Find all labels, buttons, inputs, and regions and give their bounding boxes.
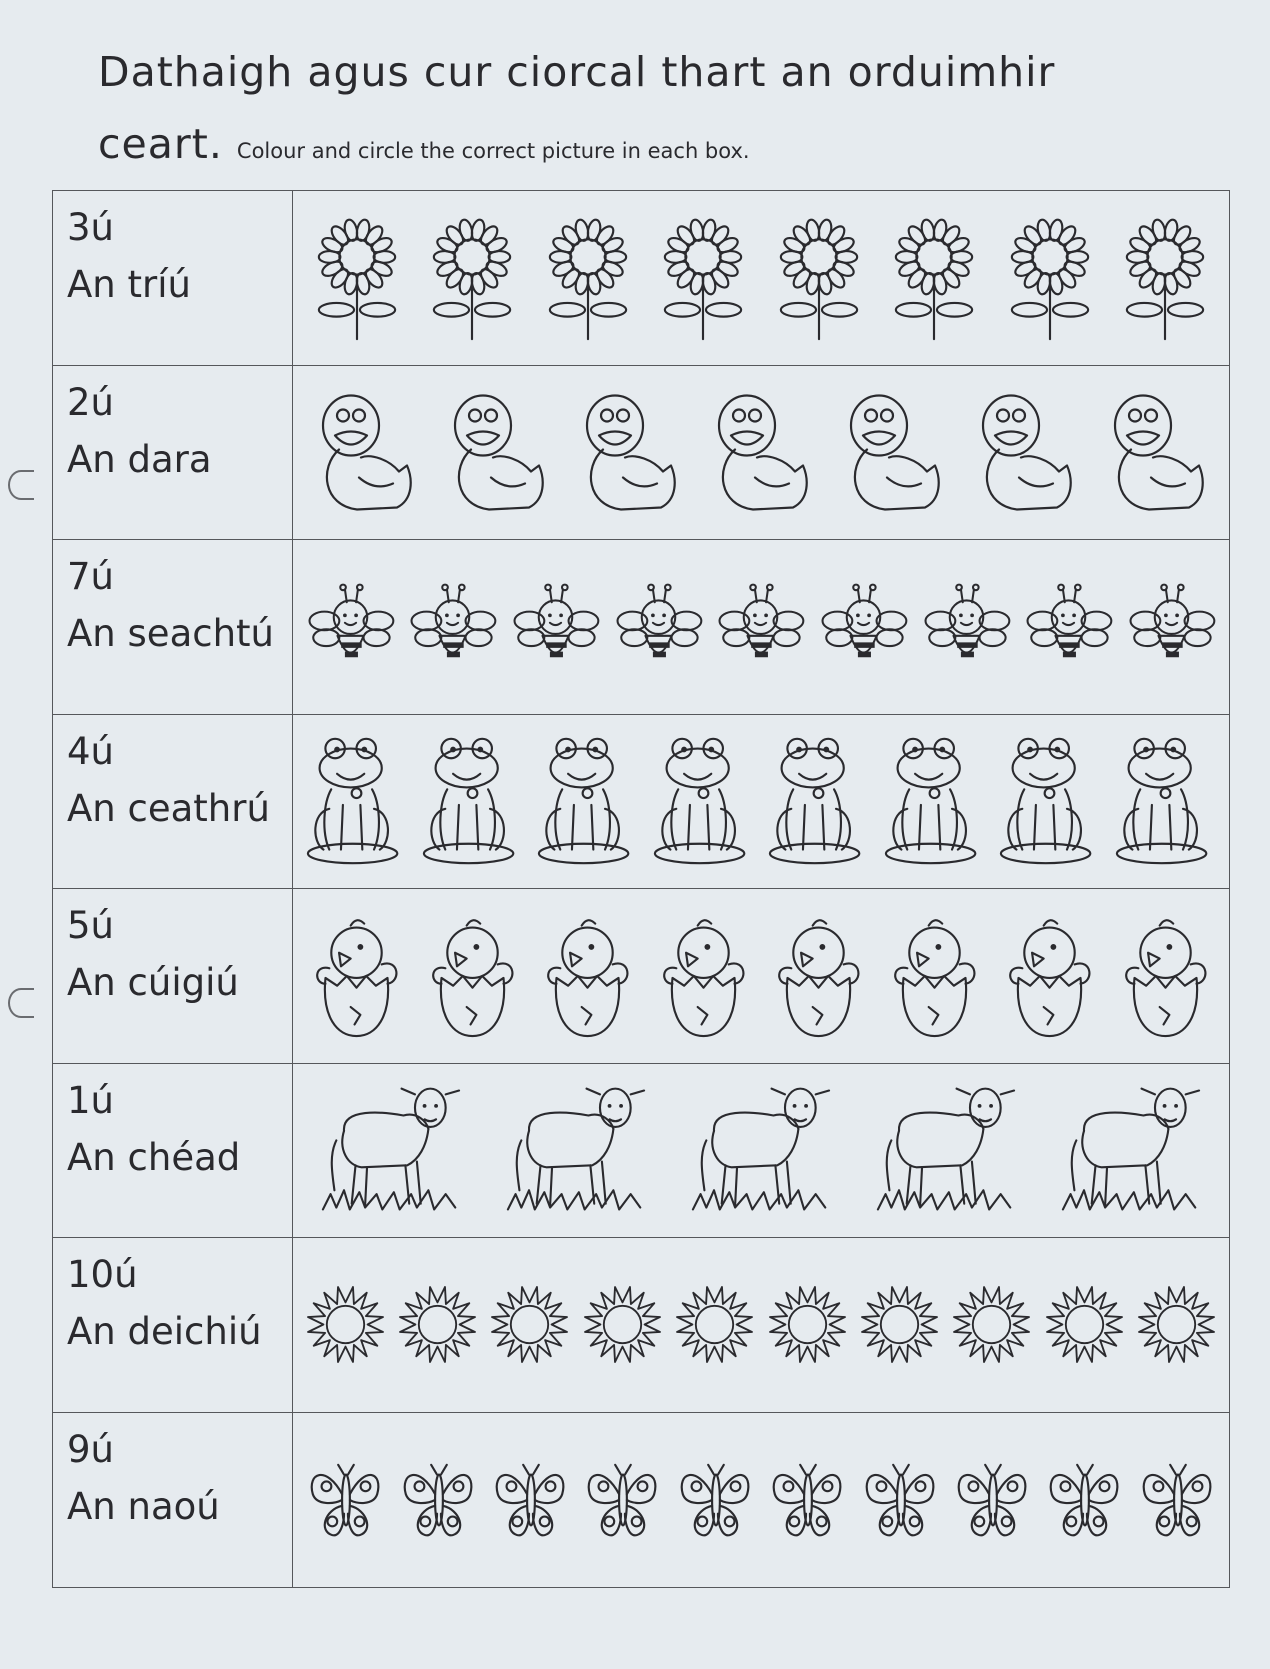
ordinal-word: An ceathrú (67, 786, 270, 830)
ordinal-label-cell (53, 715, 293, 889)
chick-picture[interactable] (1002, 906, 1097, 1046)
title-line-1: Dathaigh agus cur ciorcal thart an orduimhir (98, 48, 1056, 96)
picture-cell (293, 1413, 1229, 1588)
ordinal-number: 3ú (67, 206, 114, 249)
instruction-text: Colour and circle the correct picture in each box. (236, 139, 750, 163)
title-end: ceart. (98, 120, 223, 168)
lamb-picture[interactable] (875, 1080, 1017, 1220)
flower-picture[interactable] (658, 209, 748, 346)
table-row (53, 191, 1229, 366)
table-row (53, 366, 1229, 541)
sun-picture[interactable] (1042, 1282, 1127, 1367)
flower-picture[interactable] (427, 209, 517, 346)
butterfly-picture[interactable] (859, 1456, 941, 1544)
chick-picture[interactable] (887, 906, 982, 1046)
butterfly-picture[interactable] (951, 1456, 1033, 1544)
bee-picture[interactable] (1021, 577, 1116, 676)
lamb-picture[interactable] (1060, 1080, 1202, 1220)
frog-picture[interactable] (421, 731, 524, 871)
duck-picture[interactable] (306, 384, 424, 521)
table-row (53, 1238, 1229, 1413)
bee-picture[interactable] (816, 577, 911, 676)
sun-picture[interactable] (580, 1282, 665, 1367)
title-line-2 (98, 108, 1198, 187)
sun-picture[interactable] (395, 1282, 480, 1367)
table-row (53, 1064, 1229, 1239)
butterfly-picture[interactable] (489, 1456, 571, 1544)
butterfly-picture[interactable] (674, 1456, 756, 1544)
frog-picture[interactable] (883, 731, 986, 871)
flower-picture[interactable] (1005, 209, 1095, 346)
flower-picture[interactable] (312, 209, 402, 346)
chick-picture[interactable] (771, 906, 866, 1046)
duck-picture[interactable] (834, 384, 952, 521)
picture-cell (293, 1238, 1229, 1412)
ordinal-word: An cúigiú (67, 961, 239, 1004)
butterfly-picture[interactable] (304, 1456, 386, 1544)
picture-cell (293, 715, 1229, 889)
bee-picture[interactable] (405, 577, 500, 676)
sun-picture[interactable] (949, 1282, 1034, 1367)
sun-picture[interactable] (303, 1282, 388, 1367)
sun-picture[interactable] (765, 1282, 850, 1367)
flower-picture[interactable] (1120, 209, 1210, 346)
duck-picture[interactable] (966, 384, 1084, 521)
bee-picture[interactable] (713, 577, 808, 676)
frog-picture[interactable] (767, 731, 870, 871)
duck-picture[interactable] (1098, 384, 1216, 521)
worksheet-title (98, 36, 1198, 187)
chick-picture[interactable] (309, 906, 404, 1046)
duck-picture[interactable] (438, 384, 556, 521)
ordinal-label-cell (53, 889, 293, 1063)
duck-picture[interactable] (702, 384, 820, 521)
butterfly-picture[interactable] (581, 1456, 663, 1544)
frog-picture[interactable] (652, 731, 755, 871)
chick-picture[interactable] (1118, 906, 1213, 1046)
butterfly-picture[interactable] (397, 1456, 479, 1544)
bee-picture[interactable] (611, 577, 706, 676)
butterfly-picture[interactable] (766, 1456, 848, 1544)
ordinal-number: 9ú (67, 1427, 114, 1471)
sun-picture[interactable] (672, 1282, 757, 1367)
bee-picture[interactable] (303, 577, 398, 676)
ordinal-table (52, 190, 1230, 1588)
ordinal-number: 7ú (67, 555, 114, 598)
lamb-picture[interactable] (320, 1080, 462, 1220)
ordinal-word: An tríú (67, 263, 191, 306)
chick-picture[interactable] (540, 906, 635, 1046)
frog-picture[interactable] (305, 731, 408, 871)
flower-picture[interactable] (774, 209, 864, 346)
ordinal-number: 1ú (67, 1078, 114, 1122)
frog-picture[interactable] (998, 731, 1101, 871)
ordinal-label-cell (53, 1413, 293, 1588)
ordinal-number: 5ú (67, 904, 114, 947)
ordinal-word: An naoú (67, 1484, 220, 1528)
table-row (53, 540, 1229, 715)
table-row (53, 715, 1229, 890)
flower-picture[interactable] (889, 209, 979, 346)
margin-hole-mark (8, 470, 34, 500)
frog-picture[interactable] (536, 731, 639, 871)
frog-picture[interactable] (1114, 731, 1217, 871)
ordinal-word: An chéad (67, 1135, 241, 1179)
ordinal-word: An deichiú (67, 1310, 262, 1353)
duck-picture[interactable] (570, 384, 688, 521)
lamb-picture[interactable] (505, 1080, 647, 1220)
ordinal-label-cell (53, 191, 293, 365)
ordinal-word: An dara (67, 437, 212, 481)
flower-picture[interactable] (543, 209, 633, 346)
bee-picture[interactable] (1124, 577, 1219, 676)
butterfly-picture[interactable] (1136, 1456, 1218, 1544)
ordinal-label-cell (53, 1064, 293, 1238)
bee-picture[interactable] (919, 577, 1014, 676)
lamb-picture[interactable] (690, 1080, 832, 1220)
table-row (53, 889, 1229, 1064)
picture-cell (293, 191, 1229, 365)
chick-picture[interactable] (656, 906, 751, 1046)
butterfly-picture[interactable] (1043, 1456, 1125, 1544)
ordinal-number: 4ú (67, 729, 114, 773)
bee-picture[interactable] (508, 577, 603, 676)
table-row (53, 1413, 1229, 1588)
picture-cell (293, 366, 1229, 540)
ordinal-word: An seachtú (67, 612, 274, 655)
sun-picture[interactable] (1134, 1282, 1219, 1367)
sun-picture[interactable] (487, 1282, 572, 1367)
ordinal-label-cell (53, 366, 293, 540)
ordinal-label-cell (53, 1238, 293, 1412)
picture-cell (293, 540, 1229, 714)
picture-cell (293, 889, 1229, 1063)
ordinal-label-cell (53, 540, 293, 714)
margin-hole-mark (8, 988, 34, 1018)
chick-picture[interactable] (425, 906, 520, 1046)
sun-picture[interactable] (857, 1282, 942, 1367)
ordinal-number: 2ú (67, 380, 114, 424)
picture-cell (293, 1064, 1229, 1238)
ordinal-number: 10ú (67, 1253, 138, 1296)
